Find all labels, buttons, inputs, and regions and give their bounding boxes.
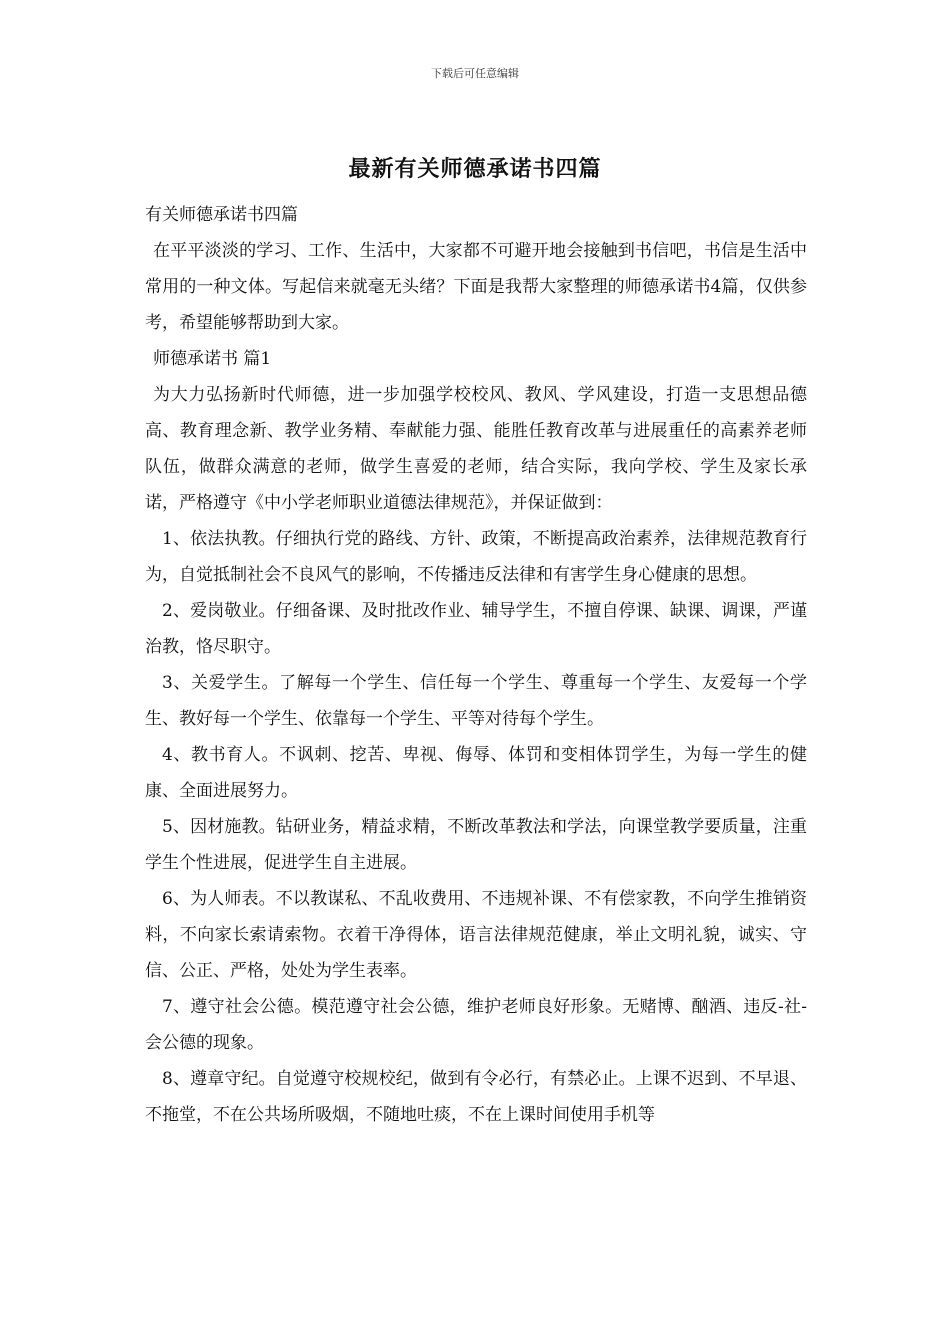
document-title: 最新有关师德承诺书四篇 [348, 156, 602, 182]
list-item: 3、关爱学生。了解每一个学生、信任每一个学生、尊重每一个学生、友爱每一个学生、教好每一个学生、依靠每一个学生、平等对待每个学生。 [145, 673, 807, 729]
section-heading: 师德承诺书 篇1 [153, 349, 272, 369]
document-body [145, 197, 807, 1133]
list-item: 8、遵章守纪。自觉遵守校规校纪，做到有令必行，有禁必止。上课不迟到、不早退、不拖堂，不在公共场所吸烟，不随地吐痰，不在上课时间使用手机等 [145, 1069, 807, 1125]
list-item: 2、爱岗敬业。仔细备课、及时批改作业、辅导学生，不擅自停课、缺课、调课，严谨治教，恪尽职守。 [145, 601, 807, 657]
list-item: 1、依法执教。仔细执行党的路线、方针、政策，不断提高政治素养，法律规范教育行为，自觉抵制社会不良风气的影响，不传播违反法律和有害学生身心健康的思想。 [145, 529, 807, 585]
header-note: 下载后可任意编辑 [431, 67, 519, 80]
list-item: 6、为人师表。不以教谋私、不乱收费用、不违规补课、不有偿家教，不向学生推销资料，不向家长索请索物。衣着干净得体，语言法律规范健康，举止文明礼貌，诚实、守信、公正、严格，处处为学生表率。 [145, 889, 807, 981]
list-item: 4、教书育人。不讽刺、挖苦、卑视、侮辱、体罚和变相体罚学生，为每一学生的健康、全面进展努力。 [145, 745, 807, 801]
intro-paragraph: 在平平淡淡的学习、工作、生活中，大家都不可避开地会接触到书信吧，书信是生活中常用的一种文体。写起信来就毫无头绪？下面是我帮大家整理的师德承诺书4篇，仅供参考，希望能够帮助到大家。 [145, 241, 807, 333]
list-item: 7、遵守社会公德。模范遵守社会公德，维护老师良好形象。无赌博、酗酒、违反-社-会公德的现象。 [145, 997, 807, 1053]
list-item: 5、因材施教。钻研业务，精益求精，不断改革教法和学法，向课堂教学要质量，注重学生个性进展，促进学生自主进展。 [145, 817, 807, 873]
document-subtitle: 有关师德承诺书四篇 [145, 205, 298, 225]
section-intro-paragraph: 为大力弘扬新时代师德，进一步加强学校校风、教风、学风建设，打造一支思想品德高、教育理念新、教学业务精、奉献能力强、能胜任教育改革与进展重任的高素养老师队伍，做群众满意的老师，做学生喜爱的老师，结合实际，我向学校、学生及家长承诺，严格遵守《中小学老师职业道德法律规范》，并保证做到： [145, 385, 807, 513]
